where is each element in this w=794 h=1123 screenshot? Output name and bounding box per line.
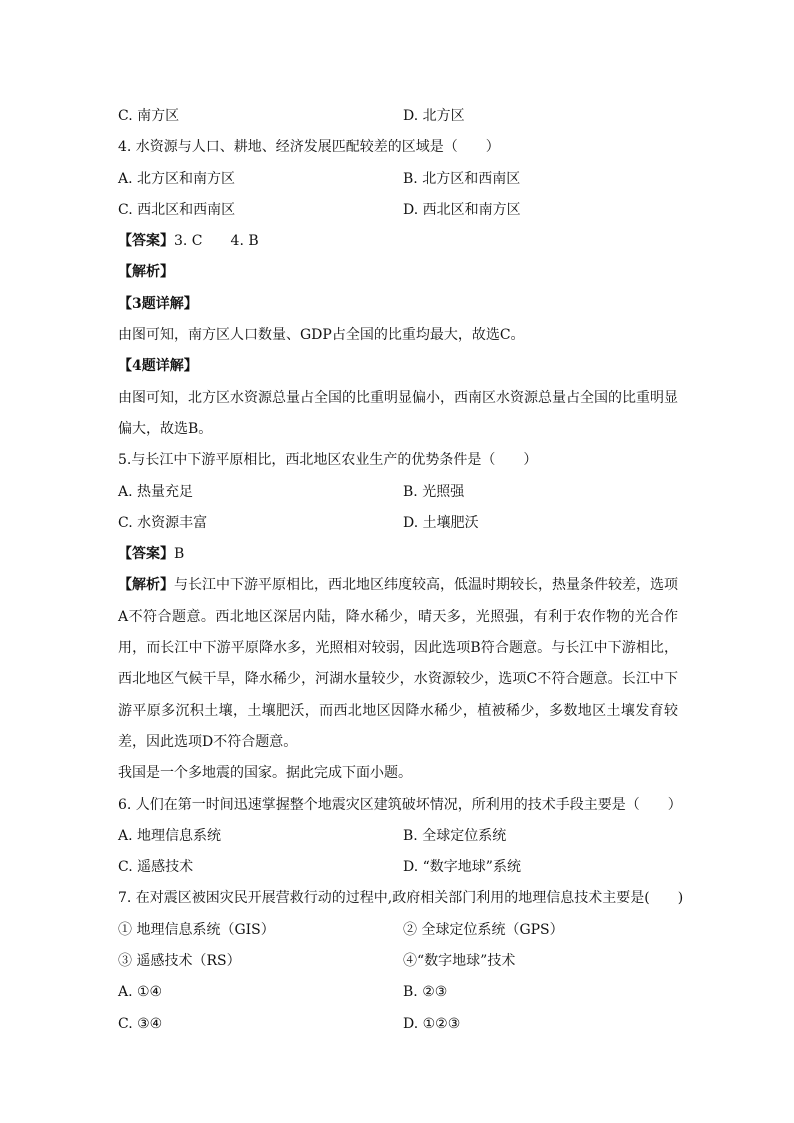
- q4-option-b: B. 北方区和西南区: [403, 170, 521, 187]
- q6-option-d: D. “数字地球”系统: [403, 859, 521, 876]
- q6-options-row-cd: [118, 852, 678, 883]
- q4-stem: 4. 水资源与人口、耕地、经济发展匹配较差的区域是（ ）: [118, 139, 500, 156]
- q3-detail-text: 由图可知，南方区人口数量、GDP占全国的比重均最大，故选C。: [118, 327, 525, 344]
- answer-4: 4. B: [230, 233, 259, 250]
- q5-answer-tag: 【答案】: [118, 546, 174, 563]
- q4-detail-text: 由图可知，北方区水资源总量占全国的比重明显偏小，西南区水资源总量占全国的比重明显偏大，故选B。: [118, 389, 678, 437]
- q5-answer: [118, 539, 678, 570]
- q6-option-c: C. 遥感技术: [118, 859, 194, 876]
- q7-item-4: ④“数字地球”技术: [403, 953, 516, 970]
- q6-options-row-ab: [118, 821, 678, 852]
- q5-options-row-ab: [118, 477, 678, 508]
- q5-option-a: A. 热量充足: [118, 483, 194, 500]
- answer-3-4: [118, 226, 678, 257]
- q5-option-d: D. 土壤肥沃: [403, 514, 479, 531]
- q5-option-c: C. 水资源丰富: [118, 514, 208, 531]
- q4-detail-title: 【4题详解】: [118, 358, 198, 375]
- q6-option-b: B. 全球定位系统: [403, 827, 507, 844]
- q5-answer-value: B: [174, 546, 185, 563]
- document-page: [118, 101, 684, 1040]
- q5-analysis-tag: 【解析】: [118, 577, 174, 594]
- q7-item-1: ① 地理信息系统（GIS）: [118, 921, 275, 938]
- q4-option-a: A. 北方区和南方区: [118, 170, 236, 187]
- q7-options-row-ab: [118, 977, 678, 1008]
- q5-analysis-text: 与长江中下游平原相比，西北地区纬度较高，低温时期较长，热量条件较差，选项A不符合题意。西北地区深居内陆，降水稀少，晴天多，光照强，有利于农作物的光合作用，而长江中下游平原降水多，光照相对较弱，因此选项B符合题意。与长江中下游相比，西北地区气候干旱，降水稀少，河湖水量较少，水资源较少，选项C不符合题意。长江中下游平原多沉积土壤，土壤肥沃，而西北地区因降水稀少，植被稀少，多数地区土壤发育较差，因此选项D不符合题意。: [118, 577, 678, 750]
- q7-option-b: B. ②③: [403, 984, 448, 1001]
- answer-3: 3. C: [174, 233, 203, 250]
- q6-option-a: A. 地理信息系统: [118, 827, 222, 844]
- q6-stem: 6. 人们在第一时间迅速掌握整个地震灾区建筑破坏情况，所利用的技术手段主要是（ ）: [118, 796, 682, 813]
- q5-stem: 5.与长江中下游平原相比，西北地区农业生产的优势条件是（ ）: [118, 452, 538, 469]
- analysis-tag: 【解析】: [118, 264, 174, 281]
- q7-option-c: C. ③④: [118, 1015, 163, 1032]
- q5-option-b: B. 光照强: [403, 483, 465, 500]
- q7-option-a: A. ①④: [118, 984, 163, 1001]
- q3-option-c: C. 南方区: [118, 108, 180, 124]
- intro-6-7: 我国是一个多地震的国家。据此完成下面小题。: [118, 765, 412, 782]
- q7-options-row-cd: [118, 1009, 678, 1040]
- q4-options-row-cd: [118, 195, 678, 226]
- q7-option-d: D. ①②③: [403, 1015, 461, 1032]
- q3-options-row-cd: [118, 101, 678, 132]
- q4-option-d: D. 西北区和南方区: [403, 201, 521, 218]
- q7-item-3: ③ 遥感技术（RS）: [118, 953, 241, 970]
- answer-tag: 【答案】: [118, 233, 174, 250]
- q7-items-row-12: [118, 915, 678, 946]
- q3-option-d: D. 北方区: [403, 108, 465, 124]
- q4-options-row-ab: [118, 164, 678, 195]
- q7-items-row-34: [118, 946, 678, 977]
- q5-analysis: [118, 570, 678, 758]
- q4-option-c: C. 西北区和西南区: [118, 201, 236, 218]
- q7-stem: 7. 在对震区被困灾民开展营救行动的过程中,政府相关部门利用的地理信息技术主要是( ): [118, 890, 684, 907]
- q3-detail-title: 【3题详解】: [118, 295, 198, 312]
- q7-item-2: ② 全球定位系统（GPS）: [403, 921, 564, 938]
- q5-options-row-cd: [118, 508, 678, 539]
